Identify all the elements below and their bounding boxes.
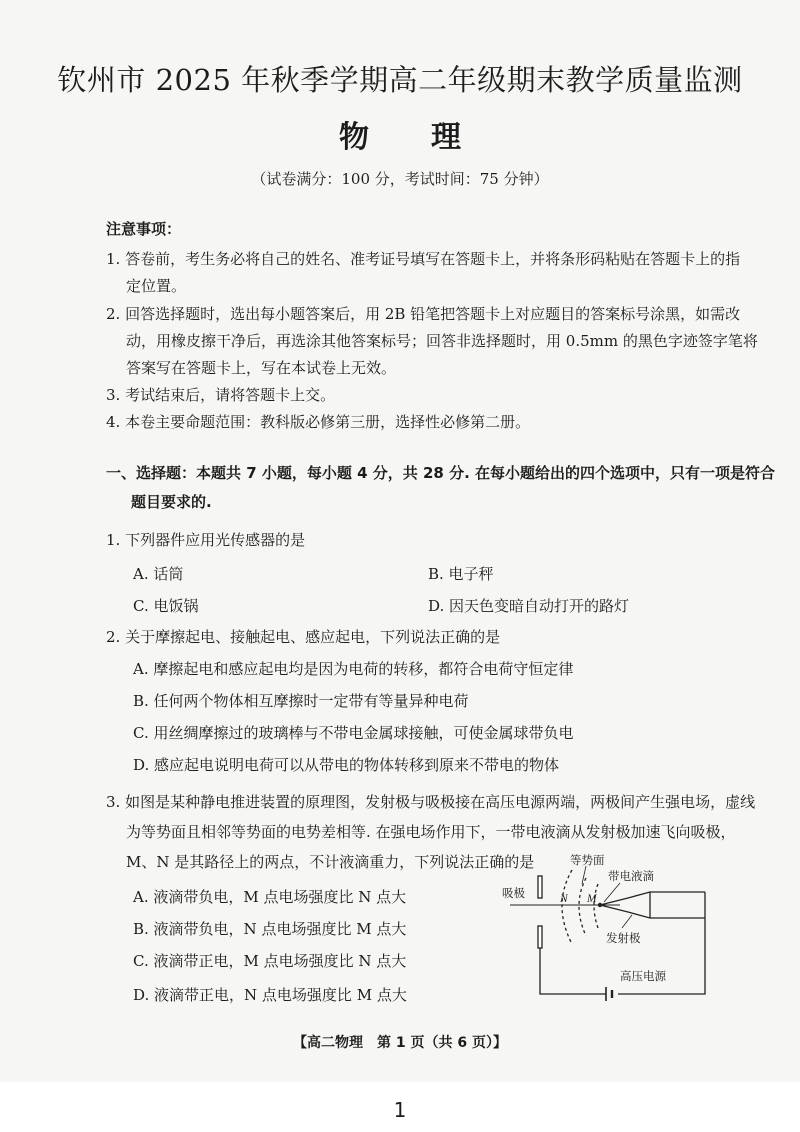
label-equipotential: 等势面 bbox=[570, 853, 605, 867]
notice-line: 答案写在答题卡上，写在本试卷上无效。 bbox=[126, 359, 397, 377]
q1-option-c: C. 电饭锅 bbox=[133, 597, 199, 615]
equipotential-arc-1 bbox=[562, 870, 572, 944]
notice-line: 4. 本卷主要命题范围：教科版必修第三册，选择性必修第二册。 bbox=[106, 413, 531, 431]
subject-char-1: 物 bbox=[339, 120, 369, 155]
subject-title bbox=[0, 112, 800, 156]
notice-title: 注意事项： bbox=[106, 220, 182, 238]
q2-option-c: C. 用丝绸摩擦过的玻璃棒与不带电金属球接触，可使金属球带负电 bbox=[133, 724, 574, 742]
q3-stem-cont: M、N 是其路径上的两点，不计液滴重力，下列说法正确的是 bbox=[126, 853, 535, 871]
q1-option-b: B. 电子秤 bbox=[428, 565, 494, 583]
equipotential-arc-3 bbox=[594, 884, 598, 928]
q2-stem: 2. 关于摩擦起电、接触起电、感应起电，下列说法正确的是 bbox=[106, 628, 501, 646]
notice-line: 动，用橡皮擦干净后，再选涂其他答案标号；回答非选择题时，用 0.5mm 的黑色字迹签字笔将 bbox=[126, 332, 758, 350]
absorber-plate-top bbox=[538, 876, 542, 898]
notice-line: 定位置。 bbox=[126, 277, 187, 295]
page-footer: 【高二物理 第 1 页（共 6 页）】 bbox=[293, 1035, 507, 1051]
label-power: 高压电源 bbox=[620, 969, 666, 983]
equipotential-arc-2 bbox=[579, 878, 586, 936]
subject-char-2: 理 bbox=[431, 120, 461, 155]
label-point-m: M bbox=[587, 893, 597, 905]
absorber-plate-bottom bbox=[538, 926, 542, 948]
section-heading-cont: 题目要求的. bbox=[131, 493, 212, 511]
notice-line: 2. 回答选择题时，选出每小题答案后，用 2B 铅笔把答题卡上对应题目的答案标号涂黑，如需改 bbox=[106, 305, 741, 323]
q2-option-a: A. 摩擦起电和感应起电均是因为电荷的转移，都符合电荷守恒定律 bbox=[133, 660, 574, 678]
exam-info: （试卷满分：100 分，考试时间：75 分钟） bbox=[251, 170, 549, 188]
label-absorber: 吸极 bbox=[502, 886, 525, 900]
q2-option-b: B. 任何两个物体相互摩擦时一定带有等量异种电荷 bbox=[133, 692, 469, 710]
q3-option-c: C. 液滴带正电，M 点电场强度比 N 点大 bbox=[133, 952, 407, 970]
exam-title: 钦州市 2025 年秋季学期高二年级期末教学质量监测 bbox=[57, 63, 743, 97]
leader-emitter bbox=[622, 915, 632, 928]
q3-option-d: D. 液滴带正电，N 点电场强度比 M 点大 bbox=[133, 986, 407, 1004]
leader-droplet bbox=[604, 883, 620, 902]
section-heading: 一、选择题：本题共 7 小题，每小题 4 分，共 28 分. 在每小题给出的四个选项中，只有一项是符合 bbox=[106, 464, 776, 482]
q3-option-a: A. 液滴带负电，M 点电场强度比 N 点大 bbox=[133, 888, 407, 906]
q3-stem-cont: 为等势面且相邻等势面的电势差相等. 在强电场作用下，一带电液滴从发射极加速飞向吸极， bbox=[126, 823, 736, 841]
label-emitter: 发射极 bbox=[606, 931, 641, 945]
page-number: 1 bbox=[393, 1098, 407, 1122]
q3-option-b: B. 液滴带负电，N 点电场强度比 M 点大 bbox=[133, 920, 407, 938]
emitter-bottom-edge bbox=[600, 905, 705, 918]
emitter-top-edge bbox=[600, 892, 705, 905]
q1-option-d: D. 因天色变暗自动打开的路灯 bbox=[428, 597, 630, 615]
electrostatic-thruster-diagram bbox=[500, 852, 720, 1017]
label-droplet: 带电液滴 bbox=[608, 869, 654, 883]
q1-option-a: A. 话筒 bbox=[133, 565, 184, 583]
notice-line: 3. 考试结束后，请将答题卡上交。 bbox=[106, 386, 336, 404]
q1-stem: 1. 下列器件应用光传感器的是 bbox=[106, 531, 306, 549]
notice-line: 1. 答卷前，考生务必将自己的姓名、准考证号填写在答题卡上，并将条形码粘贴在答题卡上的指 bbox=[106, 250, 741, 268]
wire-left bbox=[540, 948, 606, 994]
charged-droplet bbox=[598, 903, 602, 907]
label-point-n: N bbox=[560, 893, 568, 905]
q3-stem: 3. 如图是某种静电推进装置的原理图，发射极与吸极接在高压电源两端，两极间产生强电场，虚线 bbox=[106, 793, 756, 811]
q2-option-d: D. 感应起电说明电荷可以从带电的物体转移到原来不带电的物体 bbox=[133, 756, 560, 774]
leader-equipotential bbox=[582, 866, 586, 884]
